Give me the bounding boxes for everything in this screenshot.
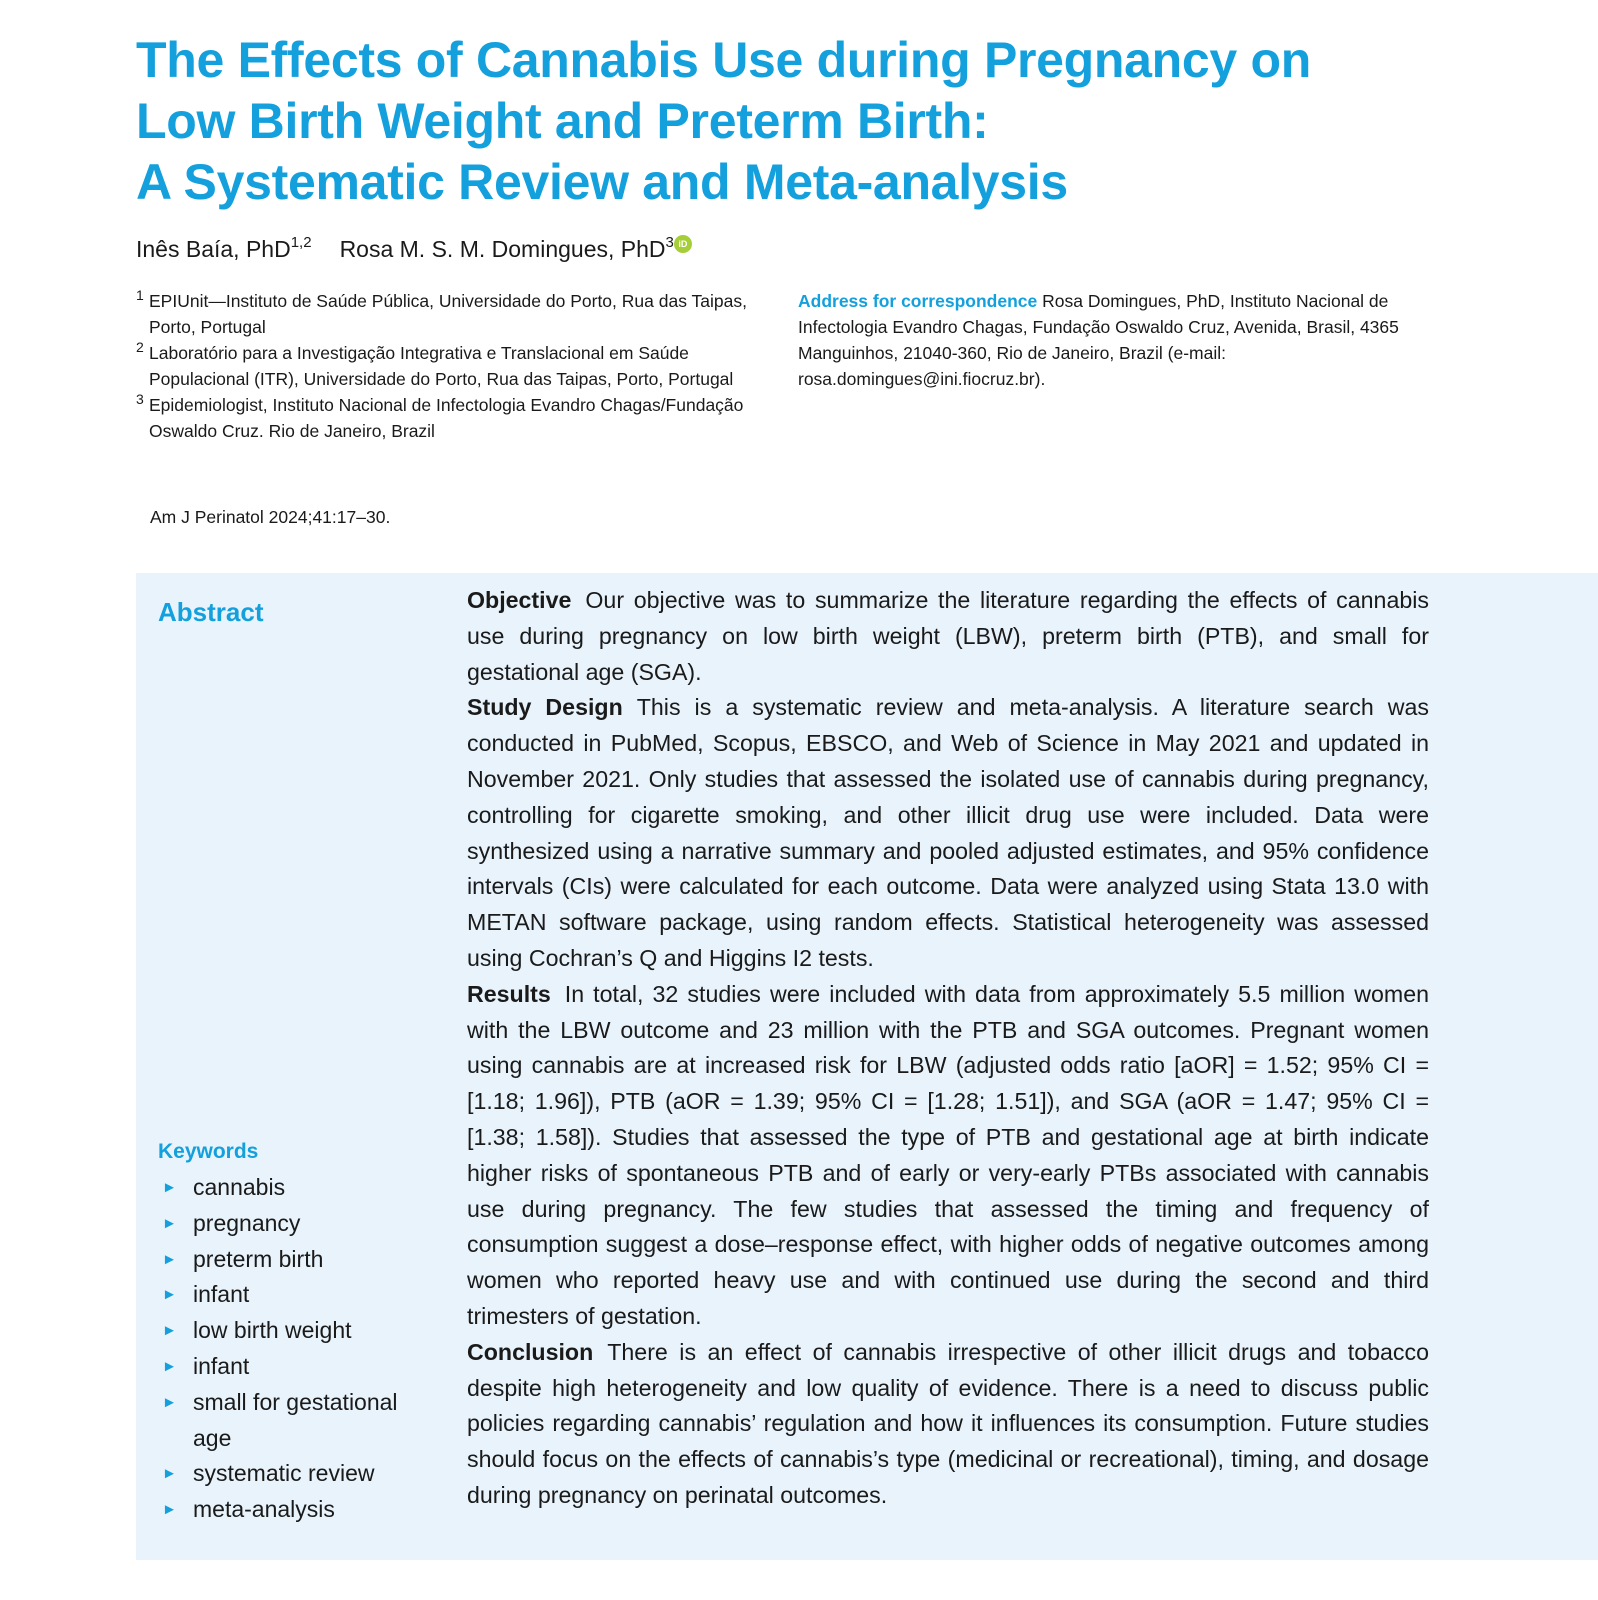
title-line: Low Birth Weight and Preterm Birth: (136, 93, 989, 149)
keyword-text: pregnancy (193, 1209, 301, 1236)
keyword-item (158, 1313, 428, 1349)
keyword-text: small for gestational age (193, 1388, 398, 1451)
keyword-text: preterm birth (193, 1245, 324, 1272)
section-label: Conclusion (467, 1338, 594, 1365)
affiliation-list (136, 288, 776, 444)
arrow-right-icon: ► (162, 1357, 177, 1375)
arrow-right-icon: ► (162, 1465, 177, 1483)
keyword-item (158, 1349, 428, 1385)
title-line: A Systematic Review and Meta-analysis (136, 154, 1068, 210)
arrow-right-icon: ► (162, 1250, 177, 1268)
abstract-conclusion (467, 1335, 1429, 1514)
author-affiliation-ref: 1,2 (290, 234, 312, 251)
keyword-item (158, 1456, 428, 1492)
affiliation-number: 1 (136, 287, 144, 303)
affiliation-text: Epidemiologist, Instituto Nacional de Infectologia Evandro Chagas/Fundação Oswaldo Cruz. Rio de Janeiro, Brazil (149, 395, 744, 441)
arrow-right-icon: ► (162, 1501, 177, 1519)
section-label: Results (467, 980, 551, 1007)
keyword-item (158, 1385, 428, 1457)
keyword-item (158, 1277, 428, 1313)
abstract-objective (467, 583, 1429, 690)
citation: Am J Perinatol 2024;41:17–30. (150, 507, 391, 527)
section-text: This is a systematic review and meta-analysis. A literature search was conducted in PubMed, Scopus, EBSCO, and Web of Science in May 2021 and updated in November 2021. Only studies that assessed the isolated use of cannabis during pregnancy, controlling for cigarette smoking, and other illicit drug use were included. Data were synthesized using a narrative summary and pooled adjusted estimates, and 95% confidence intervals (CIs) were calculated for each outcome. Data were analyzed using Stata 13.0 with METAN software package, using random effects. Statistical heterogeneity was assessed using Cochran’s Q and Higgins I2 tests. (467, 694, 1429, 971)
keywords-heading: Keywords (158, 1140, 259, 1163)
keyword-item (158, 1206, 428, 1242)
section-label: Study Design (467, 694, 623, 721)
section-text: There is an effect of cannabis irrespective of other illicit drugs and tobacco despite high heterogeneity and low quality of evidence. There is a need to discuss public policies regarding cannabis’ regulation and how it influences its consumption. Future studies should focus on the effects of cannabis’s type (medicinal or recreational), timing, and dosage during pregnancy on perinatal outcomes. (467, 1338, 1429, 1508)
keyword-text: meta-analysis (193, 1496, 335, 1523)
author-name: Rosa M. S. M. Domingues, PhD (339, 236, 666, 262)
abstract-results (467, 977, 1429, 1335)
author-list (136, 234, 692, 264)
author-name: Inês Baía, PhD (136, 236, 291, 262)
abstract-heading: Abstract (158, 597, 264, 627)
article-title (136, 30, 1436, 213)
keywords-panel (158, 1138, 428, 1528)
author-affiliation-ref: 3 (665, 234, 674, 251)
keyword-text: infant (193, 1281, 250, 1308)
arrow-right-icon: ► (162, 1214, 177, 1232)
keyword-text: infant (193, 1352, 250, 1379)
section-text: Our objective was to summarize the literature regarding the effects of cannabis use during pregnancy on low birth weight (LBW), preterm birth (PTB), and small for gestational age (SGA). (467, 587, 1429, 685)
orcid-icon[interactable]: iD (674, 235, 692, 253)
correspondence-label: Address for correspondence (798, 291, 1038, 311)
keyword-text: cannabis (193, 1174, 286, 1200)
section-label: Objective (467, 587, 572, 613)
arrow-right-icon: ► (162, 1179, 177, 1196)
arrow-right-icon: ► (162, 1286, 177, 1304)
correspondence-address (798, 288, 1438, 392)
abstract-study-design (467, 690, 1429, 976)
affiliation (136, 392, 776, 444)
keyword-list (158, 1170, 428, 1528)
affiliation (136, 340, 776, 392)
section-text: In total, 32 studies were included with data from approximately 5.5 million women with the LBW outcome and 23 million with the PTB and SGA outcomes. Pregnant women using cannabis are at increased risk for LBW (adjusted odds ratio [aOR] = 1.52; 95% CI = [1.18; 1.96]), PTB (aOR = 1.39; 95% CI = [1.28; 1.51]), and SGA (aOR = 1.47; 95% CI = [1.38; 1.58]). Studies that assessed the type of PTB and gestational age at birth indicate higher risks of spontaneous PTB and of early or very-early PTBs associated with cannabis use during pregnancy. The few studies that assessed the timing and frequency of consumption suggest a dose–response effect, with higher odds of negative outcomes among women who reported heavy use and with continued use during the second and third trimesters of gestation. (467, 980, 1429, 1329)
affiliation (136, 288, 776, 340)
affiliation-text: EPIUnit—Instituto de Saúde Pública, Universidade do Porto, Rua das Taipas, Porto, Portugal (149, 291, 747, 337)
affiliation-number: 2 (136, 339, 144, 355)
correspondence-text: Rosa Domingues, PhD, Instituto Nacional de Infectologia Evandro Chagas, Fundação Oswaldo Cruz, Avenida, Brasil, 4365 Manguinhos, 21040-360, Rio de Janeiro, Brazil (e-mail: rosa.domingues@ini.fiocruz.br). (798, 291, 1399, 389)
affiliation-number: 3 (136, 391, 144, 407)
affiliation-text: Laboratório para a Investigação Integrativa e Translacional em Saúde Populacional (ITR), Universidade do Porto, Rua das Taipas, Porto, Portugal (149, 343, 734, 389)
abstract-box (136, 573, 1598, 1560)
keyword-text: systematic review (193, 1460, 375, 1487)
keyword-item (158, 1492, 428, 1528)
keyword-item (158, 1170, 428, 1206)
arrow-right-icon: ► (162, 1393, 177, 1411)
title-line: The Effects of Cannabis Use during Pregnancy on (136, 32, 1311, 88)
arrow-right-icon: ► (162, 1322, 177, 1340)
keyword-item (158, 1242, 428, 1278)
keyword-text: low birth weight (193, 1317, 352, 1344)
abstract-body (467, 583, 1429, 1514)
